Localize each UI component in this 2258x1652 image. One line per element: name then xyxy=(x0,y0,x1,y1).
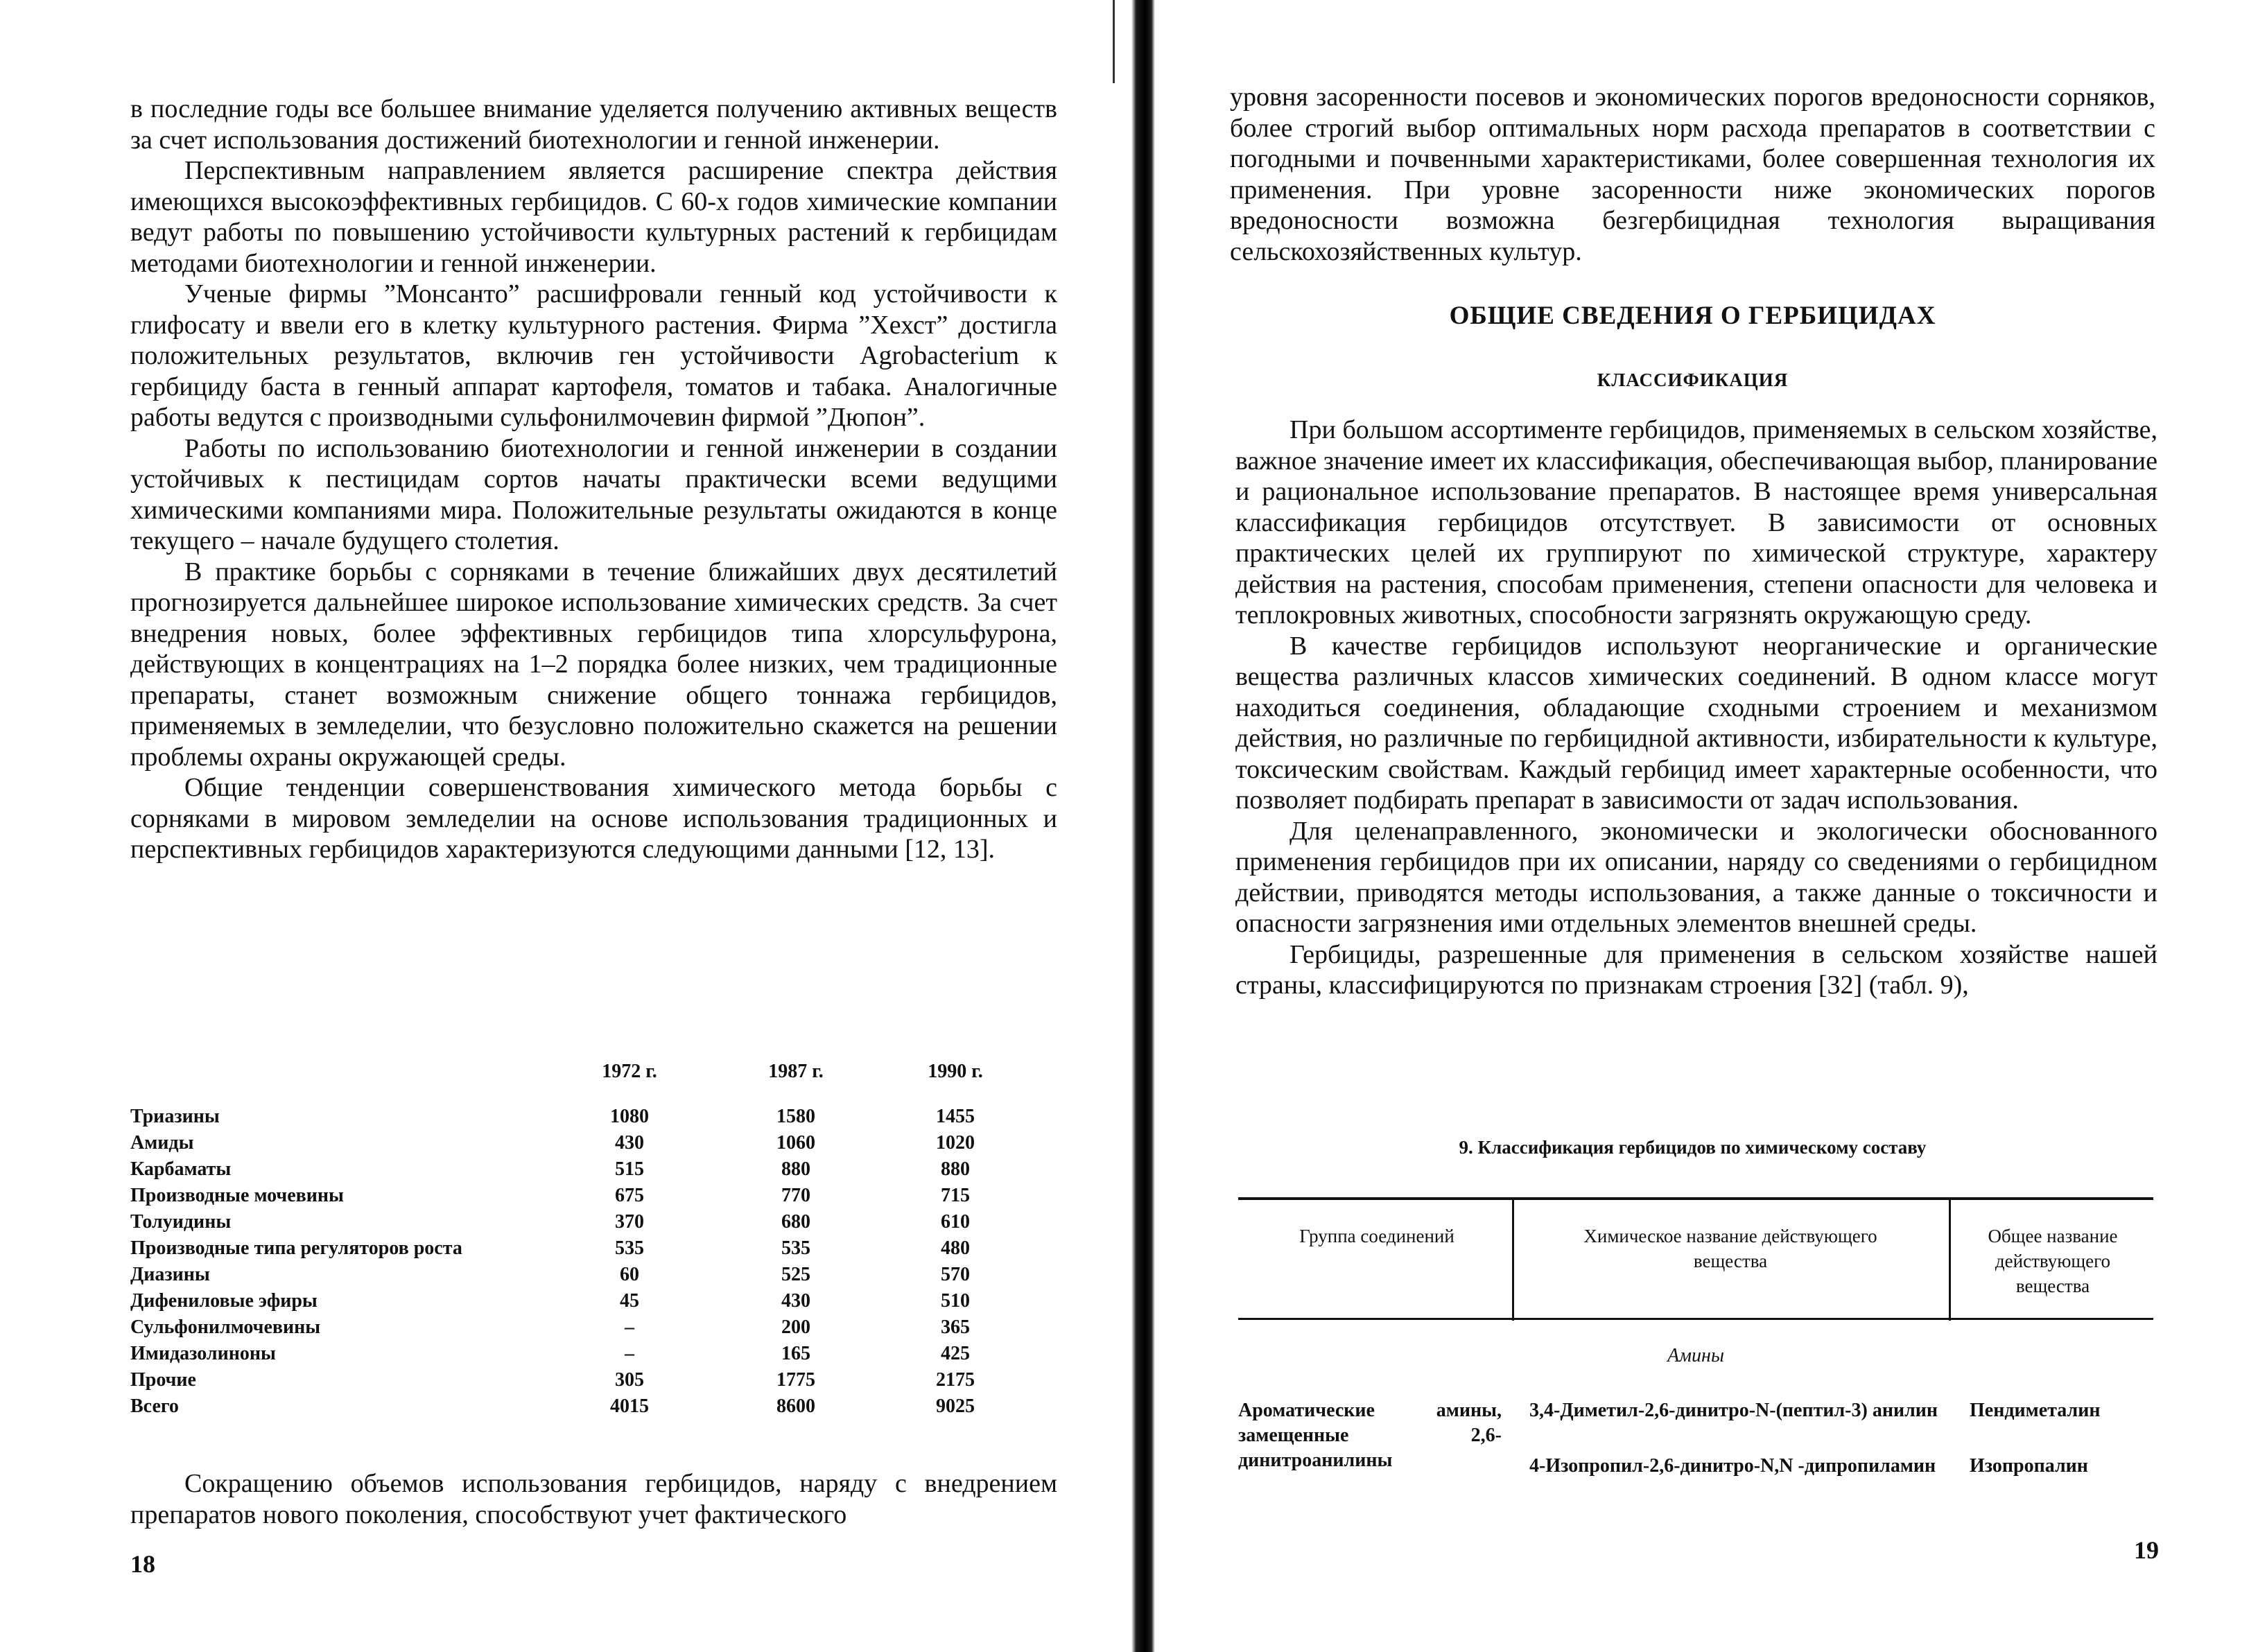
right-top-text xyxy=(1230,82,2155,267)
table-row xyxy=(130,1158,1032,1185)
paragraph: Сокращению объемов использования гербицидов, наряду с внедрением препаратов нового поколения, способствуют учет фактического xyxy=(130,1469,1057,1529)
table-row xyxy=(130,1106,1032,1132)
table-caption: 9. Классификация гербицидов по химическому составу xyxy=(1459,1137,1927,1158)
right-body-text xyxy=(1235,415,2157,1001)
row-value: 4015 xyxy=(610,1395,649,1417)
chapter-heading: ОБЩИЕ СВЕДЕНИЯ О ГЕРБИЦИДАХ xyxy=(1449,302,1936,330)
table-cell-common: Пендиметалин xyxy=(1970,1400,2101,1421)
row-value: 430 xyxy=(781,1290,810,1312)
row-label: Триазины xyxy=(130,1106,220,1127)
table-row xyxy=(130,1369,1032,1395)
paragraph: Для целенаправленного, экономически и экологически обоснованного применения гербицидов при их описании, наряду со сведениями о гербицидном действии, приводятся методы использования, а также данные о токсичности и опасности загрязнения ими отдельных элементов внешней среды. xyxy=(1235,816,2157,938)
row-label: Амиды xyxy=(130,1132,194,1154)
paragraph: в последние годы все большее внимание уделяется получению активных веществ за счет использования достижений биотехнологии и генной инженерии. xyxy=(130,94,1057,155)
row-value: 715 xyxy=(941,1185,970,1206)
paragraph: Работы по использованию биотехнологии и генной инженерии в создании устойчивых к пестицидам сортов начаты практически всеми ведущими химическими компаниями мира. Положительные результаты ожидаются в конце текущего – начале будущего столетия. xyxy=(130,433,1057,555)
row-value: 370 xyxy=(615,1211,644,1233)
paragraph: В качестве гербицидов используют неорганические и органические вещества различных классов химических соединений. В одном классе могут находиться соединения, обладающие сходными строением и механизмом действия, но различные по гербицидной активности, избирательности к культуре, токсическим свойствам. Каждый гербицид имеет характерные особенности, что позволяет подбирать препарат в зависимости от задач использования. xyxy=(1235,631,2157,815)
paragraph: уровня засоренности посевов и экономических порогов вредоносности сорняков, более строгий выбор оптимальных норм расхода препаратов в соответствии с погодными и почвенными характеристиками, более совершенная технология их применения. При уровне засоренности ниже экономических порогов вредоносности возможна безгербицидная технология выращивания сельскохозяйственных культур. xyxy=(1230,82,2155,266)
table-row xyxy=(130,1237,1032,1264)
row-label: Производные типа регуляторов роста xyxy=(130,1237,462,1259)
table-row xyxy=(130,1264,1032,1290)
column-divider xyxy=(1949,1197,1951,1321)
left-body-text xyxy=(130,94,1057,865)
row-value: 480 xyxy=(941,1237,970,1259)
paragraph: Ученые фирмы ”Монсанто” расшифровали генный код устойчивости к глифосату и ввели его в клетку культурного растения. Фирма ”Хехст” достигла положительных результатов, включив ген устойчивости Agrobacterium к гербициду баста в генный аппарат картофеля, томатов и табака. Аналогичные работы ведутся с производными сульфонилмочевин фирмой ”Дюпон”. xyxy=(130,279,1057,432)
row-value: 1020 xyxy=(936,1132,975,1154)
table-header-rule xyxy=(1238,1318,2153,1320)
row-label: Карбаматы xyxy=(130,1158,232,1180)
row-value: 165 xyxy=(781,1343,810,1364)
table-row xyxy=(130,1211,1032,1237)
row-value: 200 xyxy=(781,1316,810,1338)
table-body xyxy=(130,1106,1032,1422)
row-value: 2175 xyxy=(936,1369,975,1391)
paragraph: В практике борьбы с сорняками в течение ближайших двух десятилетий прогнозируется дальнейшее широкое использование химических средств. За счет внедрения новых, более эффективных гербицидов типа хлорсульфурона, действующих в концентрациях на 1–2 порядка более низких, чем традиционные препараты, станет возможным снижение общего тоннажа гербицидов, применяемых в земледелии, что безусловно положительно скажется на решении проблемы охраны окружающей среды. xyxy=(130,557,1057,772)
year-header-1987: 1987 г. xyxy=(768,1061,824,1082)
row-label: Всего xyxy=(130,1395,179,1417)
row-value: 1060 xyxy=(776,1132,815,1154)
row-label: Сульфонилмочевины xyxy=(130,1316,321,1338)
row-value: 525 xyxy=(781,1264,810,1285)
section-heading: КЛАССИФИКАЦИЯ xyxy=(1597,369,1789,390)
table-cell-chemical: 4-Изопропил-2,6-динитро-N,N -дипропиламин xyxy=(1529,1455,1936,1477)
row-value: 1455 xyxy=(936,1106,975,1127)
table-row xyxy=(130,1395,1032,1422)
row-value: 515 xyxy=(615,1158,644,1180)
table-cell-chemical: 3,4-Диметил-2,6-динитро-N-(пептил-3) анилин xyxy=(1529,1400,1938,1421)
row-value: 535 xyxy=(781,1237,810,1259)
left-bottom-text xyxy=(130,1468,1057,1530)
row-value: 535 xyxy=(615,1237,644,1259)
row-value: 610 xyxy=(941,1211,970,1233)
row-value: – xyxy=(625,1316,634,1338)
row-label: Толуидины xyxy=(130,1211,232,1233)
row-value: 680 xyxy=(781,1211,810,1233)
row-value: 1080 xyxy=(610,1106,649,1127)
table-row xyxy=(130,1343,1032,1369)
table-cell-common: Изопропалин xyxy=(1970,1455,2088,1477)
row-value: 8600 xyxy=(776,1395,815,1417)
table-row xyxy=(130,1316,1032,1343)
table-top-rule xyxy=(1238,1197,2153,1200)
row-value: 675 xyxy=(615,1185,644,1206)
row-value: 430 xyxy=(615,1132,644,1154)
header-group: Группа соединений xyxy=(1299,1226,1454,1246)
page-number-left: 18 xyxy=(130,1550,155,1578)
table-row xyxy=(130,1290,1032,1316)
row-value: 60 xyxy=(620,1264,639,1285)
paragraph: При большом ассортименте гербицидов, применяемых в сельском хозяйстве, важное значение имеет их классификация, обеспечивающая выбор, планирование и рациональное использование препаратов. В настоящее время универсальная классификация гербицидов отсутствует. В зависимости от основных практических целей их группируют по химической структуре, характеру действия на растения, способам применения, степени опасности для человека и теплокровных животных, способности загрязнять окружающую среду. xyxy=(1235,415,2157,629)
row-value: 510 xyxy=(941,1290,970,1312)
row-value: 45 xyxy=(620,1290,639,1312)
row-value: 880 xyxy=(941,1158,970,1180)
paragraph: Гербициды, разрешенные для применения в сельском хозяйстве нашей страны, классифицируются по признакам строения [32] (табл. 9), xyxy=(1235,939,2157,1000)
table-section-label: Амины xyxy=(1667,1345,1724,1366)
row-label: Имидазолиноны xyxy=(130,1343,276,1364)
table-row xyxy=(130,1185,1032,1211)
row-label: Производные мочевины xyxy=(130,1185,344,1206)
paragraph: Перспективным направлением является расширение спектра действия имеющихся высокоэффективных гербицидов. С 60-х годов химические компании ведут работы по повышению устойчивости культурных растений к гербицидам методами биотехнологии и генной инженерии. xyxy=(130,156,1057,278)
row-value: 570 xyxy=(941,1264,970,1285)
row-label: Дифениловые эфиры xyxy=(130,1290,318,1312)
row-label: Прочие xyxy=(130,1369,196,1391)
year-header-1972: 1972 г. xyxy=(602,1061,657,1082)
row-value: 1775 xyxy=(776,1369,815,1391)
row-label: Диазины xyxy=(130,1264,210,1285)
row-value: 1580 xyxy=(776,1106,815,1127)
row-value: 425 xyxy=(941,1343,970,1364)
row-value: 9025 xyxy=(936,1395,975,1417)
row-value: 880 xyxy=(781,1158,810,1180)
year-header-1990: 1990 г. xyxy=(928,1061,983,1082)
page-number-right: 19 xyxy=(2134,1536,2159,1564)
row-value: 770 xyxy=(781,1185,810,1206)
header-chemical-name: Химическое название действующего вещества xyxy=(1583,1226,1877,1271)
column-divider xyxy=(1512,1197,1514,1321)
row-value: 365 xyxy=(941,1316,970,1338)
header-common-name: Общее название действующего вещества xyxy=(1988,1226,2118,1296)
row-value: 305 xyxy=(615,1369,644,1391)
table-cell-group: Ароматические амины, замещенные 2,6-динитроанилины xyxy=(1238,1400,1502,1471)
row-value: – xyxy=(625,1343,634,1364)
paragraph: Общие тенденции совершенствования химического метода борьбы с сорняками в мировом земледелии на основе использования традиционных и перспективных гербицидов характеризуются следующими данными [12, 13]. xyxy=(130,773,1057,864)
table-row xyxy=(130,1132,1032,1158)
